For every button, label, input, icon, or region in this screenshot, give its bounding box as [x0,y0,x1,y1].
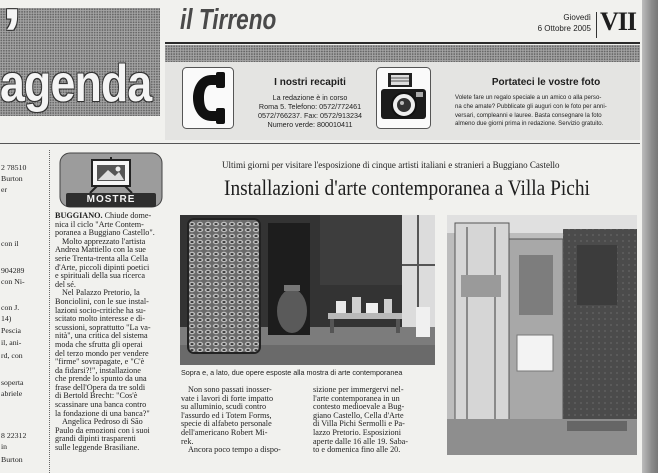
article-line: to e domenica fino alle 20. [313,445,401,455]
article-line: specie di alfabeto personale [181,419,272,429]
article-line: nità", una critica del sistema [55,331,148,341]
camera-icon [376,67,431,129]
photo-service-text [455,94,637,129]
article-line: rek. [181,436,194,446]
cropped-text: in [1,442,8,451]
article-line: dell'americano Robert Mi- [181,427,268,437]
cropped-text: con Ni- [1,277,25,286]
cropped-text: il, ani- [1,338,22,347]
article-line: sizione per immergervi nel- [313,385,404,394]
cropped-text: Burton [1,455,23,464]
article-line: grandi dipinti trasparenti [55,434,136,444]
article-line: di Villa Pichi Sermolli e Pa- [313,419,405,429]
article-line: Angelica Pedroso di São [62,417,143,427]
cropped-text: Pescia [1,326,21,335]
cropped-text: con J. [1,303,20,312]
article-line: Bonciolini, con le sue instal- [55,296,149,306]
cropped-text: soperta [1,378,24,387]
article-line: del sé. [55,279,76,289]
section-rule [0,143,640,144]
article-line: poranea a Buggiano Castello". [55,228,155,238]
cropped-text: rd, con [1,351,23,360]
article-line: Paulo da emozioni con i suoi [55,425,150,435]
service-band-top [165,45,640,62]
article-line: scassinare una banca contro [55,400,147,410]
article-line: Ancora poco tempo a dispo- [188,445,281,455]
article-line: "firme" sovrapagate, e "C'è [55,357,145,367]
article-line: d'Arte, piccoli dipinti poetici [55,262,150,272]
article-kicker: Ultimi giorni per visitare l'esposizione di cinque artisti italiani e stranieri a Buggiano Castello [222,160,560,171]
article-line: scussioni, soprattutto "La va- [55,322,151,332]
article-line: lazioni socio-critiche ha su- [55,305,146,315]
article-line: l'assurdo ed i Totem Forms, [181,410,272,420]
article-line: l'arte contemporanea in un [313,393,400,403]
contacts-line: 0572/766237. Fax: 0572/913234 [258,111,362,120]
mostre-rubric [58,151,164,209]
article-line-text: Chiude dome- [104,211,152,220]
phone-icon [182,67,234,129]
photo-service-line: Volete fare un regalo speciale a un amico o alla perso- [455,94,602,101]
article-line: di Bertold Brecht: "Cos'è [55,391,138,401]
cropped-text: er [1,185,8,194]
contacts-text [250,93,370,129]
photo-service-line: na che amate? Pubblicate gli auguri con le foto per anni- [455,102,607,110]
contacts-line: Roma 5. Telefono: 0572/772461 [258,102,362,111]
mostre-label: MOSTRE [66,193,156,207]
article-line: Andrea Mattiello con la sue [55,245,146,255]
article-line: giano Castello, Cella d'Arte [313,410,404,420]
masthead-separator [596,12,597,38]
article-line: aperte dalle 16 alle 19. Saba- [313,436,409,446]
photo-service-line: almeno due giorni prima in redazione. Servizio gratuito. [455,120,604,128]
contacts-title: I nostri recapiti [274,77,346,88]
photo-service-title: Portateci le vostre foto [491,77,601,88]
article-headline: Installazioni d'arte contemporanea a Villa Pichi [224,175,590,200]
agenda-section-logo [0,8,160,116]
article-line: nica il ciclo "Arte Contem- [55,219,144,229]
article-dateline: BUGGIANO. [55,211,103,220]
article-line: sulle leggende Brasiliane. [55,443,140,453]
article-line: serie Trenta-trenta alla Cella [55,253,148,263]
article-line: Molto apprezzato l'artista [62,236,146,246]
cropped-text: 8 22312 [1,431,27,440]
cropped-text: 904289 [1,266,25,275]
article-line: vate i lavori di forte impatto [181,393,274,403]
exhibit-photo-1 [180,215,435,365]
photo-service-line: versari, compleanni e lauree. Basta consegnare la foto [455,111,602,119]
article-line: moda che sfrutta gli operai [55,339,143,349]
photo-caption: Sopra e, a lato, due opere esposte alla mostra di arte contemporanea [181,368,403,377]
masthead-day: Giovedì [563,13,591,22]
article-line: frase dell'Opera da tre soldi [55,382,146,392]
cropped-text: Burton [1,174,23,183]
article-line: Non sono passati inosser- [188,385,272,394]
cropped-text: 14) [1,314,12,323]
article-line: da fidarsi?!", installazione [55,365,141,375]
article-line: su alluminio, scudi contro [181,402,267,412]
article-column-2 [181,386,305,455]
masthead-date: 6 Ottobre 2005 [537,24,591,33]
column-rule [49,150,50,473]
article-line: Nel Palazzo Pretorio, la [62,288,140,298]
masthead-rule [165,42,640,44]
agenda-apostrophe: ’ [2,8,23,75]
cropped-text: abriele [1,389,23,398]
article-line: la fondazione di una banca?" [55,408,150,418]
masthead-title: il Tirreno [180,4,277,36]
contacts-line: Numero verde: 800010411 [267,120,353,129]
article-line: e spirituali della sua ricerca [55,271,146,281]
contacts-line: La redazione è in corso [272,93,348,102]
cropped-text: con il [1,239,19,248]
article-column-1 [55,212,169,453]
article-column-3 [313,386,437,455]
article-line: scitato molto interesse e di- [55,314,146,324]
article-line: che prende lo spunto da una [55,374,147,384]
scan-edge [642,0,658,473]
article-line: lazzo Pretorio. Esposizioni [313,427,401,437]
page-number: VII [600,7,637,36]
agenda-word: agenda [0,55,152,113]
article-line: del terzo mondo per vendere [55,348,149,358]
cropped-text: 2 78510 [1,163,27,172]
article-line: contesto medioevale a Bug- [313,402,405,412]
exhibit-photo-2 [447,215,637,455]
